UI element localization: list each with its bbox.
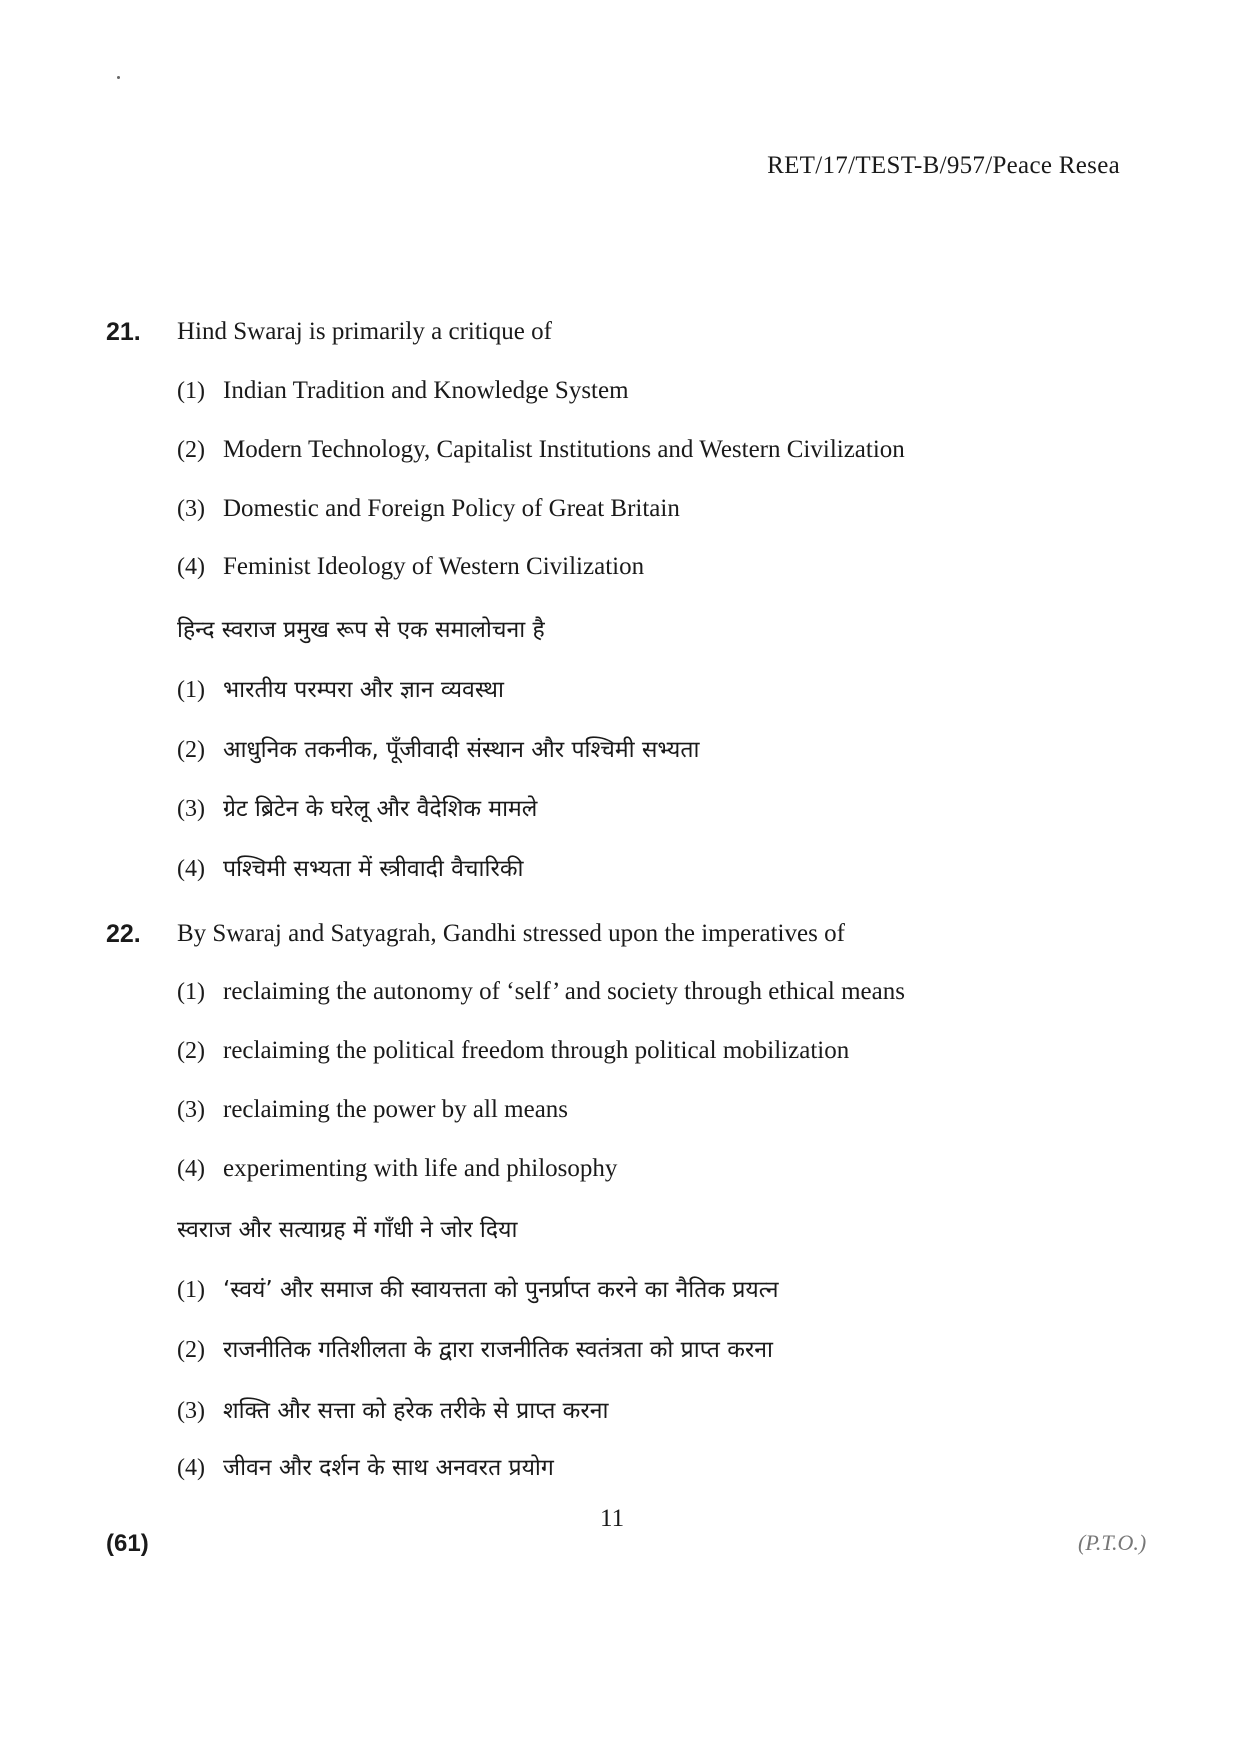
- option-text: Indian Tradition and Knowledge System: [223, 377, 629, 404]
- question-text-en: By Swaraj and Satyagrah, Gandhi stressed upon the imperatives of: [177, 920, 845, 947]
- option-text: experimenting with life and philosophy: [223, 1155, 618, 1182]
- option-text: ग्रेट ब्रिटेन के घरेलू और वैदेशिक मामले: [223, 796, 538, 822]
- booklet-code: (61): [106, 1530, 149, 1557]
- option-text: reclaiming the political freedom through political mobilization: [223, 1037, 850, 1064]
- option-en-3: [177, 495, 680, 523]
- option-hi-1: [177, 672, 504, 704]
- option-text: राजनीतिक गतिशीलता के द्वारा राजनीतिक स्वतंत्रता को प्राप्त करना: [223, 1337, 773, 1363]
- option-text: भारतीय परम्परा और ज्ञान व्यवस्था: [223, 677, 504, 703]
- option-hi-4: [177, 1450, 554, 1482]
- option-text: Domestic and Foreign Policy of Great Britain: [223, 495, 680, 522]
- option-number: (3): [177, 496, 205, 522]
- option-text: reclaiming the autonomy of ‘self’ and society through ethical means: [223, 978, 905, 1005]
- option-number: (3): [177, 796, 205, 822]
- question-text-hi: स्वराज और सत्याग्रह में गाँधी ने जोर दिया: [177, 1217, 518, 1243]
- option-en-4: [177, 1155, 617, 1183]
- option-en-1: [177, 978, 905, 1006]
- option-text: Modern Technology, Capitalist Institutions and Western Civilization: [223, 436, 905, 463]
- option-number: (1): [177, 677, 205, 703]
- option-number: (4): [177, 1156, 205, 1182]
- option-text: reclaiming the power by all means: [223, 1096, 569, 1123]
- scan-speck: [117, 76, 120, 79]
- question-number: 22.: [106, 920, 141, 948]
- pto-marker: (P.T.O.): [1078, 1530, 1147, 1555]
- option-number: (1): [177, 1277, 205, 1303]
- option-number: (1): [177, 378, 205, 404]
- option-en-1: [177, 377, 629, 405]
- option-number: (4): [177, 1455, 205, 1481]
- option-hi-2: [177, 732, 699, 764]
- question-number: 21.: [106, 318, 141, 346]
- option-text: Feminist Ideology of Western Civilization: [223, 553, 645, 580]
- option-number: (2): [177, 437, 205, 463]
- option-number: (3): [177, 1097, 205, 1123]
- option-number: (4): [177, 554, 205, 580]
- option-hi-3: [177, 1393, 608, 1425]
- option-text: जीवन और दर्शन के साथ अनवरत प्रयोग: [223, 1455, 554, 1481]
- option-en-4: [177, 553, 644, 581]
- question-text-hi: हिन्द स्वराज प्रमुख रूप से एक समालोचना है: [177, 617, 545, 643]
- option-text: पश्चिमी सभ्यता में स्त्रीवादी वैचारिकी: [223, 856, 524, 882]
- option-text: शक्ति और सत्ता को हरेक तरीके से प्राप्त करना: [223, 1398, 609, 1424]
- option-en-2: [177, 436, 905, 464]
- option-number: (2): [177, 1337, 205, 1363]
- option-en-2: [177, 1037, 849, 1065]
- option-hi-1: [177, 1272, 779, 1304]
- question-text-en: Hind Swaraj is primarily a critique of: [177, 318, 552, 345]
- option-hi-2: [177, 1332, 773, 1364]
- option-hi-4: [177, 851, 523, 883]
- option-number: (1): [177, 979, 205, 1005]
- option-text: आधुनिक तकनीक, पूँजीवादी संस्थान और पश्चिमी सभ्यता: [223, 737, 700, 763]
- option-number: (2): [177, 1038, 205, 1064]
- page-number: 11: [600, 1505, 625, 1532]
- paper-code-header: RET/17/TEST-B/957/Peace Resea: [767, 152, 1120, 179]
- option-number: (3): [177, 1398, 205, 1424]
- option-hi-3: [177, 791, 537, 823]
- option-number: (2): [177, 737, 205, 763]
- option-number: (4): [177, 856, 205, 882]
- option-text: ‘स्वयं’ और समाज की स्वायत्तता को पुनर्प्राप्त करने का नैतिक प्रयत्न: [223, 1277, 779, 1303]
- option-en-3: [177, 1096, 568, 1124]
